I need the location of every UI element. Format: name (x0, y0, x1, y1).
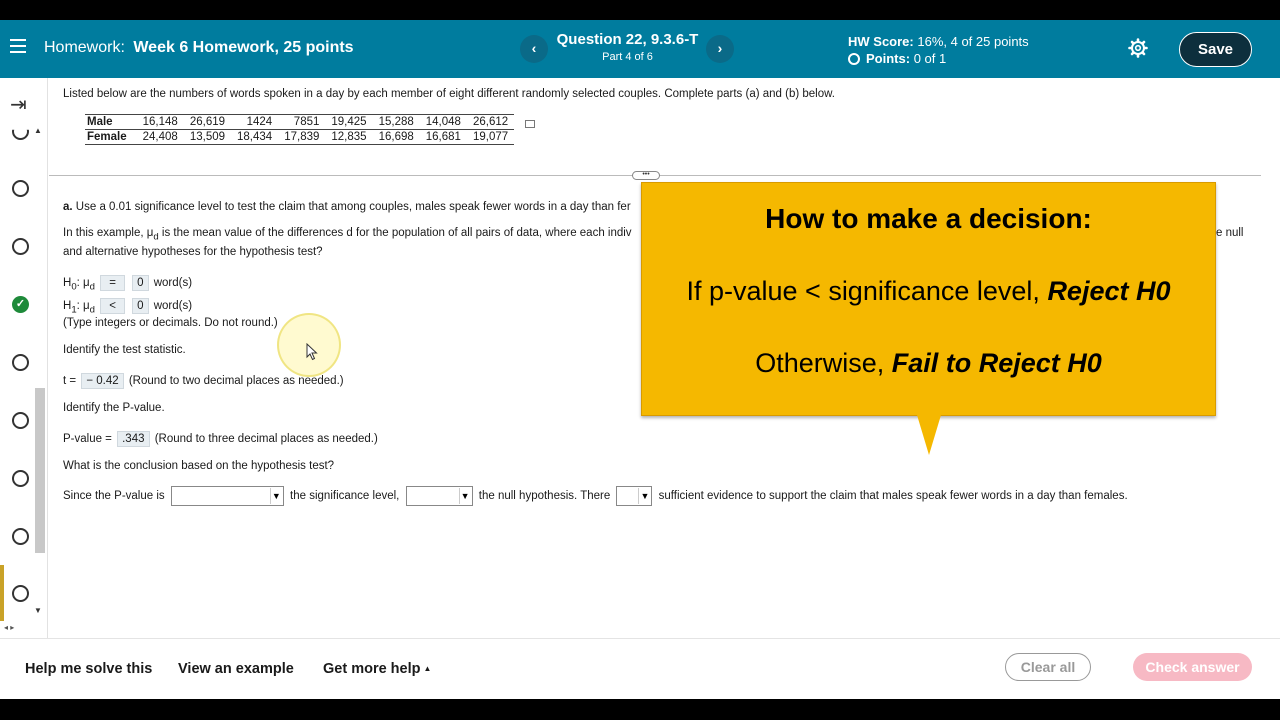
h1-operator-answer[interactable]: < (100, 298, 125, 314)
callout-emphasis: Reject H0 (1047, 276, 1171, 306)
help-me-solve-button[interactable]: Help me solve this (25, 661, 153, 677)
hw-score (848, 34, 1029, 49)
mouse-cursor-icon (306, 343, 318, 361)
table-cell: 16,698 (373, 130, 420, 145)
null-hypothesis-row (63, 275, 192, 292)
dropdown-arrow-icon: ▼ (270, 488, 282, 504)
clear-all-button[interactable]: Clear all (1005, 653, 1091, 681)
alternative-hypothesis-row (63, 298, 192, 315)
question-correct-check-icon[interactable]: ✓ (12, 296, 29, 313)
example-text-tail: e null (1216, 227, 1244, 239)
conclusion-text-2: the significance level, (290, 490, 400, 503)
bottom-toolbar (0, 638, 1280, 699)
example-text-line2: and alternative hypotheses for the hypothesis test? (63, 246, 323, 258)
homework-title (44, 39, 354, 57)
part-a-label: a. (63, 201, 73, 213)
hw-score-label: HW Score: (848, 34, 914, 49)
question-points (848, 51, 946, 66)
question-status-circle-icon[interactable] (12, 180, 29, 197)
callout-rule-reject (642, 276, 1215, 307)
question-status-circle-icon[interactable] (12, 470, 29, 487)
row-label: Female (85, 130, 137, 145)
callout-pointer (917, 415, 941, 455)
question-sidebar (0, 78, 48, 638)
h0-unit: word(s) (153, 277, 193, 289)
couples-data-table (85, 114, 514, 145)
example-subscript: d (153, 231, 159, 243)
callout-text: If p-value < significance level, (686, 276, 1048, 306)
h1-symbol: H (63, 300, 72, 312)
scroll-down-arrow-icon[interactable]: ▼ (34, 606, 42, 615)
conclusion-row (63, 486, 1128, 506)
homework-label: Homework: (44, 39, 125, 56)
hw-score-value: 16%, 4 of 25 points (917, 34, 1029, 49)
h1-mu: : μ (76, 300, 90, 312)
dropdown-arrow-icon: ▼ (459, 488, 471, 504)
conclusion-question: What is the conclusion based on the hypothesis test? (63, 460, 335, 472)
table-cell: 13,509 (184, 130, 231, 145)
part-a-text: Use a 0.01 significance level to test the claim that among couples, males speak fewer words in a day than fer (75, 201, 631, 213)
p-value-row (63, 431, 378, 447)
table-cell: 14,048 (420, 115, 467, 130)
sidebar-scrollbar[interactable] (35, 388, 45, 553)
previous-question-button[interactable]: ‹ (520, 35, 548, 63)
p-label: P-value = (63, 433, 112, 445)
t-note: (Round to two decimal places as needed.) (128, 375, 344, 387)
table-cell: 24,408 (137, 130, 184, 145)
input-hint: (Type integers or decimals. Do not round.) (63, 317, 278, 329)
points-label: Points: (866, 51, 911, 66)
p-value-comparison-select[interactable] (171, 486, 284, 506)
h0-subscript: 0 (71, 281, 77, 293)
divider-drag-handle[interactable]: ••• (632, 171, 660, 180)
evidence-select[interactable] (616, 486, 652, 506)
question-status-circle-icon[interactable] (12, 528, 29, 545)
table-row (85, 130, 514, 145)
get-more-help-button[interactable] (323, 661, 431, 677)
decision-rule-callout (641, 182, 1216, 416)
table-cell: 16,148 (137, 115, 184, 130)
callout-title: How to make a decision: (765, 203, 1092, 234)
question-status-circle-icon[interactable] (12, 412, 29, 429)
table-cell: 19,425 (325, 115, 372, 130)
top-header (0, 20, 1280, 78)
p-note: (Round to three decimal places as needed.) (154, 433, 378, 445)
table-cell: 19,077 (467, 130, 514, 145)
question-part: Part 4 of 6 (602, 51, 653, 63)
question-status-circle-icon[interactable] (12, 123, 29, 140)
points-circle-icon (848, 53, 860, 65)
p-value-answer[interactable]: .343 (117, 431, 149, 447)
callout-rule-fail (642, 348, 1215, 379)
hamburger-menu-icon[interactable] (10, 39, 26, 53)
get-more-help-label: Get more help (323, 661, 421, 677)
h1-mu-subscript: d (89, 304, 95, 316)
app-frame (0, 20, 1280, 699)
h0-mu: : μ (76, 277, 90, 289)
points-value: 0 of 1 (913, 51, 947, 66)
copy-data-icon[interactable] (525, 120, 535, 128)
scroll-up-arrow-icon[interactable]: ▲ (34, 126, 42, 135)
decision-select[interactable] (406, 486, 473, 506)
h0-operator-answer[interactable]: = (100, 275, 125, 291)
conclusion-text-1: Since the P-value is (63, 490, 165, 503)
identify-p-value: Identify the P-value. (63, 402, 165, 414)
example-text-part: is the mean value of the differences d for the population of all pairs of data, where each indiv (158, 227, 632, 239)
part-a-prompt (63, 201, 631, 213)
save-button[interactable]: Save (1179, 32, 1252, 67)
callout-text: Otherwise, (755, 348, 892, 378)
h0-symbol: H (63, 277, 72, 289)
table-row (85, 115, 514, 130)
caret-up-icon: ▲ (423, 664, 432, 673)
table-cell: 15,288 (373, 115, 420, 130)
t-label: t = (63, 375, 77, 387)
dropdown-arrow-icon: ▼ (638, 488, 650, 504)
current-question-indicator (0, 565, 4, 621)
question-title: Question 22, 9.3.6-T (556, 31, 699, 48)
h1-unit: word(s) (153, 300, 193, 312)
conclusion-text-4: sufficient evidence to support the claim that males speak fewer words in a day than females. (658, 490, 1128, 503)
h0-value-answer[interactable]: 0 (132, 275, 148, 291)
question-status-circle-icon[interactable] (12, 238, 29, 255)
example-text (63, 227, 632, 242)
collapse-sidebar-icon[interactable]: ⇥ (10, 94, 27, 116)
table-cell: 26,612 (467, 115, 514, 130)
h1-value-answer[interactable]: 0 (132, 298, 148, 314)
row-label: Male (85, 115, 137, 130)
table-cell: 17,839 (278, 130, 325, 145)
conclusion-text-3: the null hypothesis. There (478, 490, 611, 503)
table-cell: 16,681 (420, 130, 467, 145)
table-cell: 26,619 (184, 115, 231, 130)
h0-mu-subscript: d (89, 281, 95, 293)
table-cell: 1424 (231, 115, 278, 130)
settings-gear-icon[interactable] (1128, 38, 1148, 58)
view-example-button[interactable]: View an example (178, 661, 294, 677)
t-value-answer[interactable]: − 0.42 (81, 373, 123, 389)
example-text-part: In this example, μ (63, 227, 154, 239)
next-question-button[interactable]: › (706, 35, 734, 63)
homework-name: Week 6 Homework, 25 points (133, 39, 354, 56)
table-cell: 12,835 (325, 130, 372, 145)
table-cell: 18,434 (231, 130, 278, 145)
h1-subscript: 1 (71, 304, 77, 316)
problem-intro: Listed below are the numbers of words spoken in a day by each member of eight different randomly selected couples. Complete parts (a) and (b) below. (63, 88, 835, 100)
check-answer-button[interactable]: Check answer (1133, 653, 1252, 681)
table-cell: 7851 (278, 115, 325, 130)
question-status-circle-icon[interactable] (12, 354, 29, 371)
callout-emphasis: Fail to Reject H0 (891, 348, 1102, 378)
identify-test-statistic: Identify the test statistic. (63, 344, 186, 356)
horizontal-scroll-arrows[interactable]: ◂ ▸ (4, 623, 15, 632)
current-question-circle-icon[interactable] (12, 585, 29, 602)
